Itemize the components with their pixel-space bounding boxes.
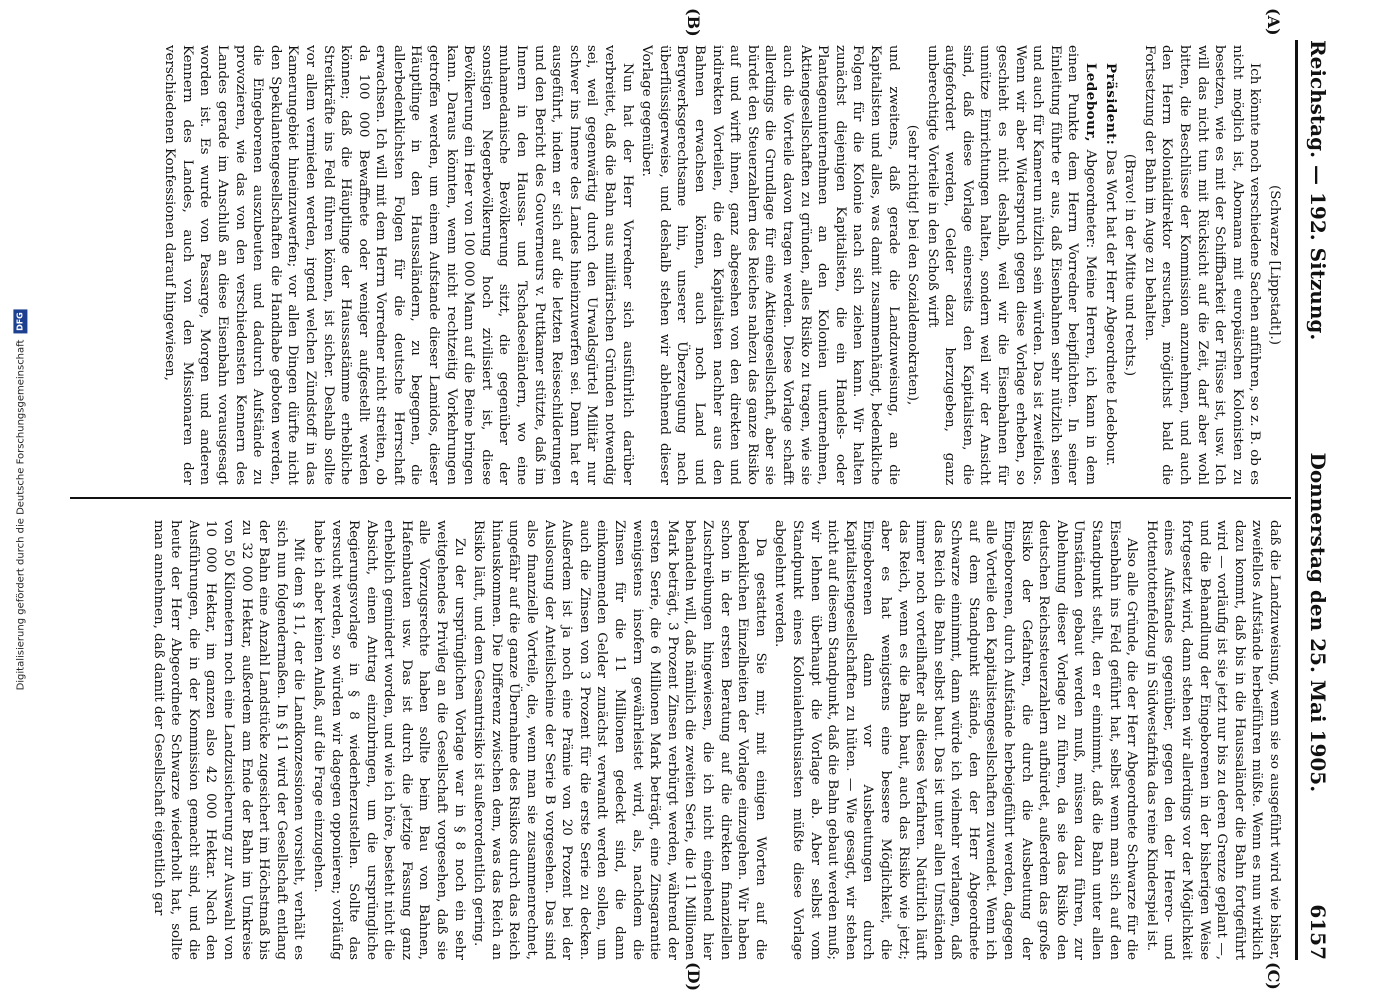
stage-direction [1265, 45, 1283, 485]
stage-direction [1121, 45, 1139, 485]
credit-text: Digitalisierung gefördert durch die Deutsche Forschungsgemeinschaft [14, 339, 26, 691]
paragraph-text: daß die Landzuweisung, wenn sie so ausgeführt wird wie bisher, zweifellos Aufstände herbeiführen müßte. Wenn es nun wirklich dazu kommt, daß bis in die Haussaländer die Bahn fortgeführt wird — vorläufig ist sie jetzt nur bis zu deren Grenze geplant —, und die Behandlung der Eingeborenen in der bisherigen Weise fortgesetzt wird, dann stehen wir allerdings vor der Möglichkeit eines Aufstandes gegenüber, gegen den der Herero- und Hottentottenfeldzug in Südwestafrika das reine Kinderspiel ist. [1143, 520, 1282, 960]
paragraph [771, 520, 1140, 960]
paragraph-text: Nun hat der Herr Vorredner sich ausführlich darüber verbreitet, daß die Bahn aus militärischen Gründen notwendig sei, weil gegenwärtig durch den Urwaldsgürtel Militär nur schwer ins Innere des Landes hineinzuwerfen sei. Dann hat er ausgeführt, indem er sich auf die letzten Reiseschilderungen und den Bericht des Gouverneurs v. Puttkamer stützte, daß im Innern in den Haussa- und Tschadseeländern, wo eine muhamedanische Bevölkerung sitzt, die gegenüber der sonstigen Negerbevölkerung hoch zivilisiert ist, diese Bevölkerung ein Heer von 100 000 Mann auf die Beine bringen kann. Daraus könnten, wenn nicht rechtzeitig Vorkehrungen getroffen werden, um einem Aufstande dieser Lamidos, dieser Häuptlinge in den Haussaländern, zu begegnen, die allerbedenklichsten Folgen für die deutsche Herrschaft erwachsen. Ich will mit dem Herrn Vorredner nicht streiten, ob da 100 000 Bewaffnete oder weniger aufgestellt werden können; daß die Häuptlinge der Haussastämme erhebliche Streitkräfte ins Feld führen können, ist sicher. Deshalb sollte vor allem vermieden werden, irgend welchen Zündstoff in das Kamerungebiet hineinzuwerfen; vor allen Dingen dürfte nicht den Spekulantengesellschaften die Handhabe geboten werden, die Eingeborenen auszubeuten und dadurch Aufstände zu provozieren, wie das von den verschiedensten Kennern des Landes gerade im Anschluß an diese Eisenbahn vorausgesagt worden ist. Es wurde von Passarge, Morgen und anderen Kennern des Landes, auch von den Missionaren der verschiedenen Konfessionen darauf hingewiesen, [162, 45, 635, 485]
speaker-name: Präsident: [1102, 63, 1119, 146]
text-column-left [60, 45, 1283, 485]
margin-marker-b: (B) [684, 8, 703, 37]
margin-marker-a: (A) [1264, 8, 1283, 36]
header-session: Reichstag. — 192. Sitzung. [1306, 40, 1330, 341]
text-column-right [60, 520, 1283, 960]
stage-direction [904, 45, 922, 485]
digitization-credit [0, 0, 40, 1000]
paragraph [149, 520, 307, 960]
paragraph [638, 45, 902, 485]
column-divider [70, 497, 1291, 499]
speaker-name: Ledebour, [1083, 63, 1100, 143]
page-header [1295, 40, 1338, 960]
paragraph [1140, 45, 1263, 485]
paragraph-text: Das Wort hat der Herr Abgeordnete Ledebour. [1102, 149, 1118, 466]
header-date: Donnerstag den 25. Mai 1905. [1306, 452, 1330, 793]
paragraph [1101, 45, 1119, 485]
paragraph-text: Also alle Gründe, die der Herr Abgeordnete Schwarze für die Eisenbahn ins Feld geführt hat, selbst wenn man sich auf den Standpunkt stellt, den er einnimmt, daß die Bahn unter allen Umständen gebaut werden muß, müssen dazu führen, zur Ablehnung dieser Vorlage zu führen, da sie das Risiko den deutschen Reichssteuerzahlern aufbürdet, außerdem das große Risiko der Gefahren, die durch die Ausbeutung der Eingeborenen, durch Aufstände herbeigeführt werden, dagegen alle Vorteile den Kapitalistengesellschaften zuwendet. Wenn ich auf dem Standpunkt stände, den der Herr Abgeordnete Schwarze einnimmt, dann würde ich vielmehr verlangen, daß das Reich die Bahn selbst baut. Das ist unter allen Umständen immer noch vorteilhafter als dieses Verfahren. Natürlich läuft das Reich, wenn es die Bahn baut, auch das Risiko wie jetzt; aber es hat wenigstens eine bessere Möglichkeit, die Eingeborenen dann vor Ausbeutungen durch Kapitalistengesellschaften zu hüten. — Wie gesagt, wir stehen nicht auf diesem Standpunkt, daß die Bahn gebaut werden muß; wir lehnen überhaupt die Vorlage ab. Aber selbst vom Standpunkt eines Kolonialenthusiasten müßte diese Vorlage abgelehnt werden. [772, 520, 1140, 960]
paragraph [161, 45, 636, 485]
paragraph-text: und zweitens, daß gerade die Landzuweisung, an die Kapitalisten und alles, was damit zusammenhängt, bedenkliche Folgen für die Kolonie nach sich ziehen kann. Wir halten zunächst diejenigen Kapitalisten, die ein Handels- oder Plantagenunternehmen an den Kolonien unternehmen, Aktiengesellschaften zu gründen, alles Risiko zu tragen, wie sie auch die Vorteile davon tragen werden. Diese Vorlage schafft allerdings die Grundlage für eine Aktiengesellschaft, aber sie bürdet den Steuerzahlern des Reiches nahezu das ganze Risiko auf und wirft ihnen, ganz abgesehen von den direkten und indirekten Vorteilen, die den Kapitalisten nachher aus den Bahnen erwachsen können, auch noch Land und Bergwerksgerechtsame hin, unserer Überzeugung nach überflüssigerweise, und deshalb stehen wir ablehnend dieser Vorlage gegenüber. [639, 45, 901, 485]
paragraph [309, 520, 467, 960]
paragraph-text: (Schwarze [Lippstadt].) [1267, 184, 1282, 346]
margin-marker-d: (D) [684, 962, 703, 992]
paragraph-text: (sehr richtig! bei den Sozialdemokraten), [905, 124, 921, 406]
paragraph-text: Mit dem § 11, der die Landkonzessionen vorsieht, verhält es sich nun folgendermaßen. In § 11 wird der Gesellschaft entlang der Bahn eine Anzahl Landstücke zugesichert im Höchstmaß bis zu 32 000 Hektar, außerdem am Ende der Bahn im Umkreise von 50 Kilometern noch eine Landzusicherung zur Auswahl von 10 000 Hektar, im ganzen also 42 000 Hektar. Nach den Ausführungen, die in der Kommission gemacht sind, und die heute der Herr Abgeordnete Schwarze wiederholt hat, sollte man annehmen, daß damit der Gesellschaft eigentlich gar [150, 520, 307, 960]
paragraph [1142, 520, 1283, 960]
dfg-logo-icon: DFG [13, 310, 27, 334]
paragraph-text: Da gestatten Sie mir, mit einigen Worten auf die bedenklichen Einzelheiten der Vorlage einzugehen. Wir haben schon in der ersten Beratung auf die direkten finanziellen Zuschreibungen hingewiesen, die ich nicht eingehend hier behandeln will, daß nämlich die zweiten Serie, die 11 Millionen Mark beträgt, 3 Prozent Zinsen verbürgt werden, während der ersten Serie, die 6 Millionen Mark beträgt, eine Zinsgarantie wenigstens insofern gewährleistet wird, als, nachdem die Zinsen für die 11 Millionen gedeckt sind, die dann einkommenden Gelder zunächst verwandt werden sollen, um auch die Zinsen von 3 Prozent für die erste Serie zu decken. Außerdem ist ja noch eine Prämie von 20 Prozent bei der Auslosung der Anteilscheine der Serie B vorgesehen. Das sind also finanzielle Vorteile, die, wenn man sie zusammenrechnet, ungefähr auf die ganze Übernahme des Risikos durch das Reich hinauskommen. Die Differenz zwischen dem, was das Reich an Risiko läuft, und dem Gesamtrisiko ist außerordentlich gering. [471, 520, 768, 960]
paragraph-text: Zu der ursprünglichen Vorlage war in § 8 noch ein sehr weitgehendes Privileg an die Gesellschaft vorgesehen, daß sie alle Vorzugsrechte haben sollte beim Bau von Bahnen, Hafenbauten usw. Das ist durch die jetzige Fassung ganz erheblich gemindert worden, und wie ich höre, besteht nicht die Absicht, einen Antrag einzubringen, um die ursprüngliche Regierungsvorlage in § 8 wiederherzustellen. Sollte das versucht werden, so würden wir dagegen opponieren; vorläufig habe ich aber keinen Anlaß, auf die Frage einzugehen. [310, 520, 467, 960]
paragraph-text: Ich könnte noch verschiedene Sachen anführen, so z. B. ob es nicht möglich ist, Abomama mit europäischen Kolonisten zu besetzen, wie es mit der Schiffbarkeit der Flüsse ist, usw. Ich will das nicht tun mit Rücksicht auf die Zeit, darf aber wohl bitten, die Beschlüsse der Kommission anzunehmen, und auch den Herrn Kolonialdirektor ersuchen, möglichst bald die Fortsetzung der Bahn im Auge zu behalten. [1141, 45, 1263, 485]
paragraph [923, 45, 1099, 485]
page-number: 6157 [1306, 904, 1330, 960]
paragraph [470, 520, 769, 960]
margin-marker-c: (C) [1264, 962, 1283, 990]
paragraph-text: Abgeordneter: Meine Herren, ich kann in dem einen Punkte dem Herrn Vorredner beipflichten. In seiner Einleitung führte er aus, daß Eisenbahnen sehr nützlich seien und auch für Kamerun nützlich sein würden. Das ist zweifellos. Wenn wir aber Widerspruch gegen diese Vorlage erheben, so geschieht es nicht deshalb, weil wir die Eisenbahnen für unnütze Einrichtungen halten, sondern weil wir der Ansicht sind, daß diese Vorlage einerseits den Kapitalisten, die aufgefordert werden, Gelder dazu herzugeben, ganz unberechtigte Vorteile in den Schoß wirft [924, 45, 1099, 485]
paragraph-text: (Bravo! in der Mitte und rechts.) [1122, 153, 1138, 377]
